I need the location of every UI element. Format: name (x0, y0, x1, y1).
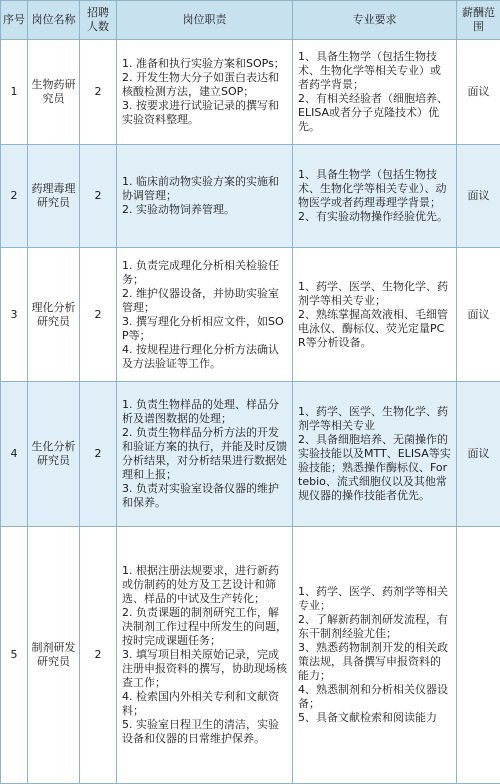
duty-item: 1. 负责完成理化分析相关检验任务； (122, 259, 287, 287)
requirement-item: 1、药学、医学、药剂学等相关专业； (298, 585, 451, 613)
requirement-item: 5、具备文献检索和阅读能力 (298, 711, 451, 725)
duty-item: 1. 负责生物样品的处理、样品分析及谱图数据的处理； (122, 398, 287, 426)
position-name: 生物药研究员 (28, 40, 80, 145)
duty-item: 5. 实验室日程卫生的清洁，实验设备和仪器的日常维护保养。 (122, 718, 287, 746)
requirements-cell (293, 527, 457, 784)
header-hires: 招聘人数 (80, 1, 117, 40)
duty-item: 2. 维护仪器设备，并协助实验室管理； (122, 287, 287, 315)
duties-cell (117, 145, 293, 248)
duty-item: 3. 撰写理化分析相应文件，如SOP等； (122, 315, 287, 343)
requirement-item: 1、具备生物学（包括生物技术、生物化学等相关专业）或者药学背景； (298, 50, 451, 92)
duty-item: 4. 检索国内外相关专利和文献资料； (122, 690, 287, 718)
requirement-item: 1、具备生物学（包括生物技术、生物化学等相关专业）、动物医学或者药理毒理学背景； (298, 168, 451, 210)
hire-count: 2 (80, 527, 117, 784)
salary-range: 面议 (457, 145, 500, 248)
row-number: 4 (1, 382, 28, 527)
requirement-item: 1、药学、医学、生物化学、药剂学等相关专业； (298, 280, 451, 308)
duty-item: 1. 准备和执行实验方案和SOPs； (122, 57, 287, 71)
salary-range: 面议 (457, 382, 500, 527)
row-number: 1 (1, 40, 28, 145)
duty-item: 1. 临床前动物实验方案的实施和协调管理； (122, 175, 287, 203)
requirements-cell (293, 382, 457, 527)
header-duties: 岗位职责 (117, 1, 293, 40)
table-row (1, 40, 500, 145)
table-row (1, 382, 500, 527)
requirements-cell (293, 145, 457, 248)
row-number: 3 (1, 248, 28, 382)
hire-count: 2 (80, 382, 117, 527)
requirement-item: 2、了解新药制剂研发流程，有东干制剂经验尤佳； (298, 613, 451, 641)
position-name: 理化分析研究员 (28, 248, 80, 382)
duties-cell (117, 527, 293, 784)
hire-count: 2 (80, 40, 117, 145)
requirement-item: 2、熟练掌握高效液相、毛细管电泳仪、酶标仪、荧光定量PCR等分析设备。 (298, 308, 451, 350)
position-name: 生化分析研究员 (28, 382, 80, 527)
duty-item: 3. 负责对实验室设备仪器的维护和保养。 (122, 482, 287, 510)
requirement-item: 3、熟悉药物制剂开发的相关政策法规，具备撰写申报资料的能力； (298, 641, 451, 683)
requirement-item: 1、药学、医学、生物化学、药剂学等相关专业 (298, 405, 451, 433)
salary-range: 面议 (457, 248, 500, 382)
duty-item: 2. 开发生物大分子如蛋白表达和核酸检测方法，建立SOP； (122, 71, 287, 99)
requirement-item: 2、有相关经验者（细胞培养、ELISA或者分子克隆技术）优先。 (298, 92, 451, 134)
duty-item: 3. 填写项目相关原始记录，完成注册申报资料的撰写，协助现场核查工作； (122, 648, 287, 690)
requirement-item: 4、熟悉制剂和分析相关仪器设备； (298, 683, 451, 711)
salary-range (457, 527, 500, 784)
table-row (1, 248, 500, 382)
table-row (1, 527, 500, 784)
header-no: 序号 (1, 1, 28, 40)
requirements-cell (293, 248, 457, 382)
hire-count: 2 (80, 145, 117, 248)
salary-range: 面议 (457, 40, 500, 145)
header-position: 岗位名称 (28, 1, 80, 40)
duty-item: 2. 实验动物饲养管理。 (122, 203, 287, 217)
table-row (1, 145, 500, 248)
duty-item: 2. 负责生物样品分析方法的开发和验证方案的执行，并能及时反馈分析结果，对分析结果进行数据处理和上报； (122, 426, 287, 482)
table-header-row (1, 1, 500, 40)
duties-cell (117, 382, 293, 527)
position-name: 制剂研发研究员 (28, 527, 80, 784)
duty-item: 1. 根据注册法规要求，进行新药或仿制药的处方及工艺设计和筛选、样品的中试及生产转化； (122, 564, 287, 606)
position-name: 药理毒理研究员 (28, 145, 80, 248)
duty-item: 2. 负责课题的制剂研究工作，解决制剂工作过程中所发生的问题，按时完成课题任务； (122, 606, 287, 648)
header-salary: 薪酬范围 (457, 1, 500, 40)
header-requirements: 专业要求 (293, 1, 457, 40)
requirement-item: 2、具备细胞培养、无菌操作的实验技能以及MTT、ELISA等实验技能；熟悉操作酶标仪、Fortebio、流式细胞仪以及其他常规仪器的操作技能者优先。 (298, 433, 451, 503)
duty-item: 4. 按规程进行理化分析方法确认及方法验证等工作。 (122, 343, 287, 371)
row-number: 5 (1, 527, 28, 784)
duty-item: 3. 按要求进行试验记录的撰写和实验资料整理。 (122, 99, 287, 127)
hire-count: 2 (80, 248, 117, 382)
requirement-item: 2、有实验动物操作经验优先。 (298, 210, 451, 224)
duties-cell (117, 40, 293, 145)
row-number: 2 (1, 145, 28, 248)
requirements-cell (293, 40, 457, 145)
duties-cell (117, 248, 293, 382)
